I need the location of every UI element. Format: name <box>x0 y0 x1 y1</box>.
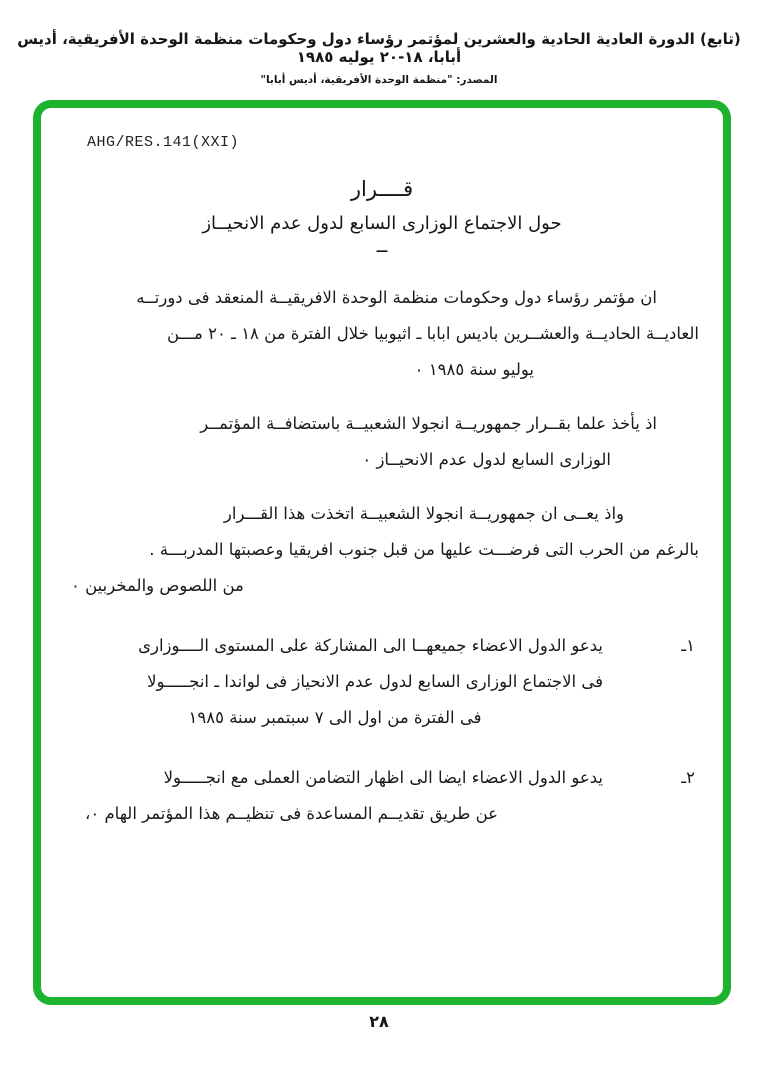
preamble-paragraph-2 <box>67 406 699 478</box>
text-line: يدعو الدول الاعضاء ايضا الى اظهار التضامن العملى مع انجـــــولا <box>163 768 603 787</box>
title-block <box>41 177 723 257</box>
text-line: عن طريق تقديــم المساعدة فى تنظيــم هذا المؤتمر الهام ٠، <box>85 804 498 823</box>
text-line: فى الفترة من اول الى ٧ سبتمبر سنة ١٩٨٥ <box>188 708 482 727</box>
text-line: من اللصوص والمخربين ٠ <box>71 576 244 595</box>
text-line: الوزارى السابع لدول عدم الانحيــاز ٠ <box>362 450 611 469</box>
text-line: يوليو سنة ١٩٨٥ ٠ <box>414 360 534 379</box>
resolution-reference: AHG/RES.141(XXI) <box>87 134 240 151</box>
title-separator: ــ <box>376 236 388 257</box>
resolution-title: قــــرار <box>350 177 414 201</box>
source-line: المصدر: "منظمة الوحدة الأفريقية، أديس أبابا" <box>260 74 498 86</box>
item-number: ١ـ <box>681 636 695 655</box>
page-header <box>0 30 758 86</box>
operative-items <box>67 628 699 832</box>
preamble-paragraph-3 <box>67 496 699 604</box>
resolution-item-1 <box>67 628 699 736</box>
text-line: واذ يعــى ان جمهوريــة انجولا الشعبيــة اتخذت هذا القـــرار <box>223 504 624 523</box>
session-header-line: (تابع) الدورة العادية الحادية والعشرين لمؤتمر رؤساء دول وحكومات منظمة الوحدة الأفريقية، أديس أبابا، ١٨-٢٠ يوليه ١٩٨٥ <box>17 30 741 66</box>
resolution-item-2 <box>67 760 699 832</box>
item-body <box>67 628 603 736</box>
resolution-body <box>41 280 723 832</box>
text-line: اذ يأخذ علما بقــرار جمهوريــة انجولا الشعبيــة باستضافــة المؤتمــر <box>200 414 657 433</box>
text-line: ان مؤتمر رؤساء دول وحكومات منظمة الوحدة الافريقيــة المنعقد فى دورتــه <box>136 288 657 307</box>
document-frame <box>33 100 731 1005</box>
item-number: ٢ـ <box>681 768 695 787</box>
text-line: العاديــة الحاديــة والعشــرين باديس ابابا ـ اثيوبيا خلال الفترة من ١٨ ـ ٢٠ مـــن <box>166 324 699 343</box>
text-line: يدعو الدول الاعضاء جميعهــا الى المشاركة على المستوى الــــوزارى <box>138 636 603 655</box>
text-line: فى الاجتماع الوزارى السابع لدول عدم الانحياز فى لواندا ـ انجـــــولا <box>147 672 603 691</box>
preamble-paragraph-1 <box>67 280 699 388</box>
resolution-subtitle: حول الاجتماع الوزارى السابع لدول عدم الانحيــاز <box>202 213 562 234</box>
item-body <box>67 760 603 832</box>
page-number: ٢٨ <box>369 1012 389 1031</box>
text-line: بالرغم من الحرب التى فرضـــت عليها من قبل جنوب افريقيا وعصبتها المدربـــة . <box>149 540 699 559</box>
